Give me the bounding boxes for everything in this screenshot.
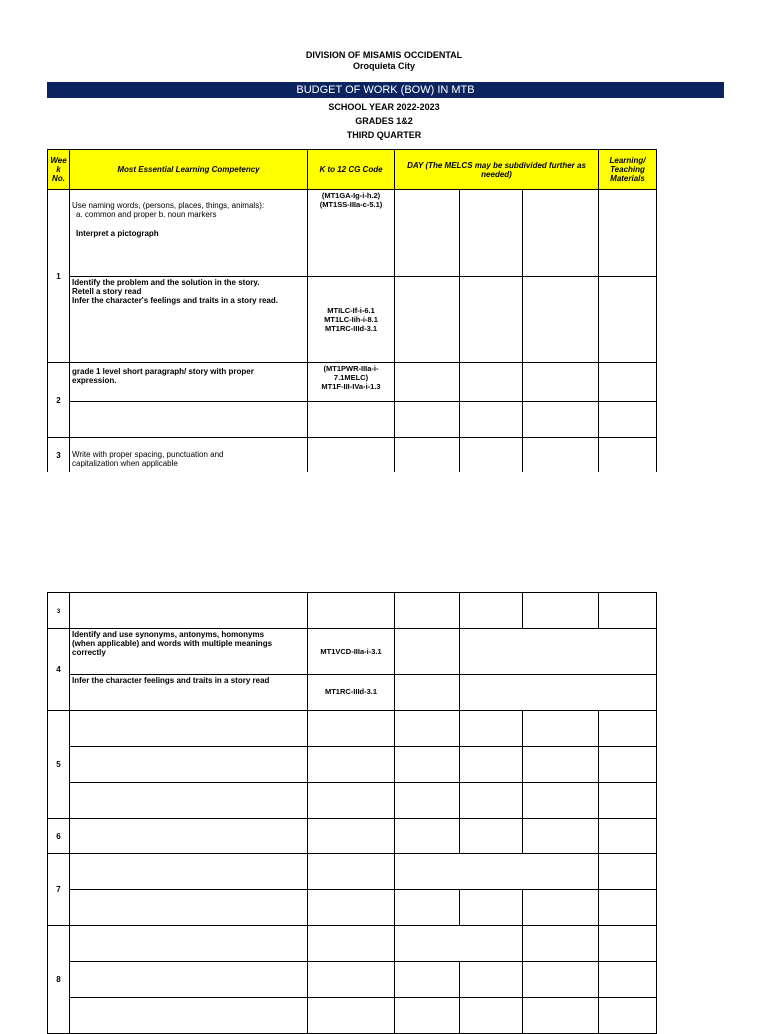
competency-line: Infer the character's feelings and traits in a story read.	[72, 296, 278, 305]
day-cell	[523, 711, 599, 747]
competency-line: Retell a story read	[72, 287, 142, 296]
day-cell	[395, 962, 460, 998]
day-cell	[523, 190, 599, 277]
week-number: 6	[48, 819, 70, 854]
competency-line: a. common and proper b. noun markers	[76, 210, 217, 219]
competency-cell	[70, 926, 308, 962]
grades: GRADES 1&2	[355, 116, 413, 126]
table-row	[48, 190, 657, 277]
code-cell	[308, 711, 395, 747]
day-cell	[523, 962, 599, 998]
week-number: 3	[48, 593, 70, 629]
merged-cell	[460, 629, 657, 675]
code-line: (MT1GA-Ig-i-h.2)	[321, 191, 381, 200]
table-row	[48, 675, 657, 711]
col-day-header: DAY (The MELCS may be subdivided further as needed)	[395, 150, 599, 190]
col-week-header: Wee k No.	[48, 150, 70, 190]
code-cell	[308, 926, 395, 962]
school-year: SCHOOL YEAR 2022-2023	[328, 102, 440, 112]
merged-cell	[460, 675, 657, 711]
code-cell	[308, 783, 395, 819]
table-header-row	[48, 150, 657, 190]
materials-cell	[599, 190, 657, 277]
code-cell	[308, 998, 395, 1034]
code-cell	[308, 190, 395, 277]
division-heading: DIVISION OF MISAMIS OCCIDENTAL	[305, 50, 463, 60]
table-row	[48, 402, 657, 438]
code-line: MTILC-If-i-6.1	[327, 306, 375, 315]
competency-cell	[70, 593, 308, 629]
day-cell	[460, 783, 523, 819]
col-code-header: K to 12 CG Code	[308, 150, 395, 190]
code-cell	[308, 819, 395, 854]
code-line: (MT1SS-IIIa-c-5.1)	[319, 200, 383, 209]
day-cell	[460, 363, 523, 402]
competency-cell	[70, 363, 308, 402]
day-cell	[395, 438, 460, 474]
code-cell	[308, 402, 395, 438]
table-row	[48, 363, 657, 402]
table-row	[48, 962, 657, 998]
day-cell	[460, 190, 523, 277]
competency-line: capitalization when applicable	[72, 459, 178, 468]
day-cell	[523, 593, 599, 629]
materials-cell	[599, 998, 657, 1034]
competency-cell	[70, 629, 308, 675]
week-number: 1	[48, 190, 70, 363]
day-cell	[523, 819, 599, 854]
code-cell	[308, 854, 395, 890]
table-row	[48, 926, 657, 962]
competency-cell	[70, 711, 308, 747]
code-cell	[308, 593, 395, 629]
day-cell	[460, 819, 523, 854]
competency-cell	[70, 783, 308, 819]
table-row	[48, 783, 657, 819]
competency-line: expression.	[72, 376, 117, 385]
merged-cell	[395, 926, 523, 962]
materials-cell	[599, 819, 657, 854]
code-line: MT1RC-IIId-3.1	[324, 324, 378, 333]
city-heading: Oroquieta City	[352, 61, 415, 71]
competency-cell	[70, 854, 308, 890]
materials-cell	[599, 711, 657, 747]
code-line: MT1F-III-IVa-i-1.3	[321, 382, 381, 391]
code-line: 7.1MELC)	[333, 373, 369, 382]
day-cell	[460, 438, 523, 474]
materials-cell	[599, 747, 657, 783]
table-row	[48, 747, 657, 783]
competency-cell	[70, 747, 308, 783]
table-row	[48, 277, 657, 363]
competency-line: Use naming words, (persons, places, things, animals):	[72, 201, 265, 210]
materials-cell	[599, 438, 657, 474]
table-row	[48, 438, 657, 474]
day-cell	[523, 363, 599, 402]
competency-cell	[70, 402, 308, 438]
competency-cell	[70, 998, 308, 1034]
page-break	[0, 472, 768, 592]
day-cell	[460, 998, 523, 1034]
code-cell: MT1VCD-IIIa-i-3.1	[308, 629, 395, 675]
day-cell	[523, 402, 599, 438]
table-row	[48, 998, 657, 1034]
day-cell	[395, 711, 460, 747]
code-cell: MT1RC-IIId-3.1	[308, 675, 395, 711]
day-cell	[460, 277, 523, 363]
day-cell	[395, 783, 460, 819]
day-cell	[460, 962, 523, 998]
week-number: 3	[48, 438, 70, 474]
materials-cell	[599, 962, 657, 998]
materials-cell	[599, 926, 657, 962]
day-cell	[460, 593, 523, 629]
competency-line: Infer the character feelings and traits in a story read	[72, 676, 270, 685]
day-cell	[395, 277, 460, 363]
competency-cell	[70, 438, 308, 474]
competency-line: Identify the problem and the solution in the story.	[72, 278, 260, 287]
materials-cell	[599, 363, 657, 402]
competency-cell	[70, 819, 308, 854]
competency-cell	[70, 190, 308, 277]
competency-cell	[70, 277, 308, 363]
day-cell	[523, 277, 599, 363]
competency-line: Interpret a pictograph	[76, 229, 159, 238]
day-cell	[523, 747, 599, 783]
competency-line: correctly	[72, 648, 106, 657]
materials-cell	[599, 854, 657, 890]
day-cell	[395, 747, 460, 783]
table-row	[48, 629, 657, 675]
day-cell	[523, 783, 599, 819]
code-cell	[308, 747, 395, 783]
competency-cell	[70, 890, 308, 926]
day-cell	[395, 998, 460, 1034]
competency-line: Identify and use synonyms, antonyms, homonyms	[72, 630, 265, 639]
code-line: (MT1PWR-IIIa-i-	[323, 364, 379, 373]
code-cell	[308, 363, 395, 402]
day-cell	[523, 998, 599, 1034]
table-row	[48, 819, 657, 854]
day-cell	[523, 926, 599, 962]
week-number: 8	[48, 926, 70, 1034]
competency-line: (when applicable) and words with multiple meanings	[72, 639, 273, 648]
day-cell	[395, 593, 460, 629]
col-competency-header: Most Essential Learning Competency	[70, 150, 308, 190]
day-cell	[395, 363, 460, 402]
materials-cell	[599, 277, 657, 363]
quarter: THIRD QUARTER	[346, 130, 422, 140]
title-banner: BUDGET OF WORK (BOW) IN MTB	[47, 82, 724, 98]
bow-table-bottom	[47, 592, 657, 1034]
merged-cell	[395, 854, 599, 890]
day-cell	[395, 675, 460, 711]
table-row	[48, 593, 657, 629]
week-number: 7	[48, 854, 70, 926]
week-number: 5	[48, 711, 70, 819]
bow-table-top	[47, 149, 657, 474]
day-cell	[460, 890, 523, 926]
day-cell	[395, 890, 460, 926]
competency-cell	[70, 675, 308, 711]
col-materials-header: Learning/ Teaching Materials	[599, 150, 657, 190]
code-cell	[308, 438, 395, 474]
week-number: 4	[48, 629, 70, 711]
day-cell	[395, 190, 460, 277]
competency-line: Write with proper spacing, punctuation and	[72, 450, 224, 459]
code-cell	[308, 277, 395, 363]
day-cell	[523, 890, 599, 926]
code-cell	[308, 962, 395, 998]
table-row	[48, 854, 657, 890]
code-line: MT1LC-Iih-i-8.1	[324, 315, 378, 324]
competency-cell	[70, 962, 308, 998]
table-row	[48, 890, 657, 926]
week-number: 2	[48, 363, 70, 438]
day-cell	[523, 438, 599, 474]
day-cell	[395, 819, 460, 854]
table-row	[48, 711, 657, 747]
materials-cell	[599, 890, 657, 926]
competency-line: grade 1 level short paragraph/ story with proper	[72, 367, 254, 376]
code-cell	[308, 890, 395, 926]
materials-cell	[599, 593, 657, 629]
materials-cell	[599, 783, 657, 819]
day-cell	[395, 402, 460, 438]
day-cell	[460, 711, 523, 747]
materials-cell	[599, 402, 657, 438]
day-cell	[395, 629, 460, 675]
day-cell	[460, 747, 523, 783]
day-cell	[460, 402, 523, 438]
